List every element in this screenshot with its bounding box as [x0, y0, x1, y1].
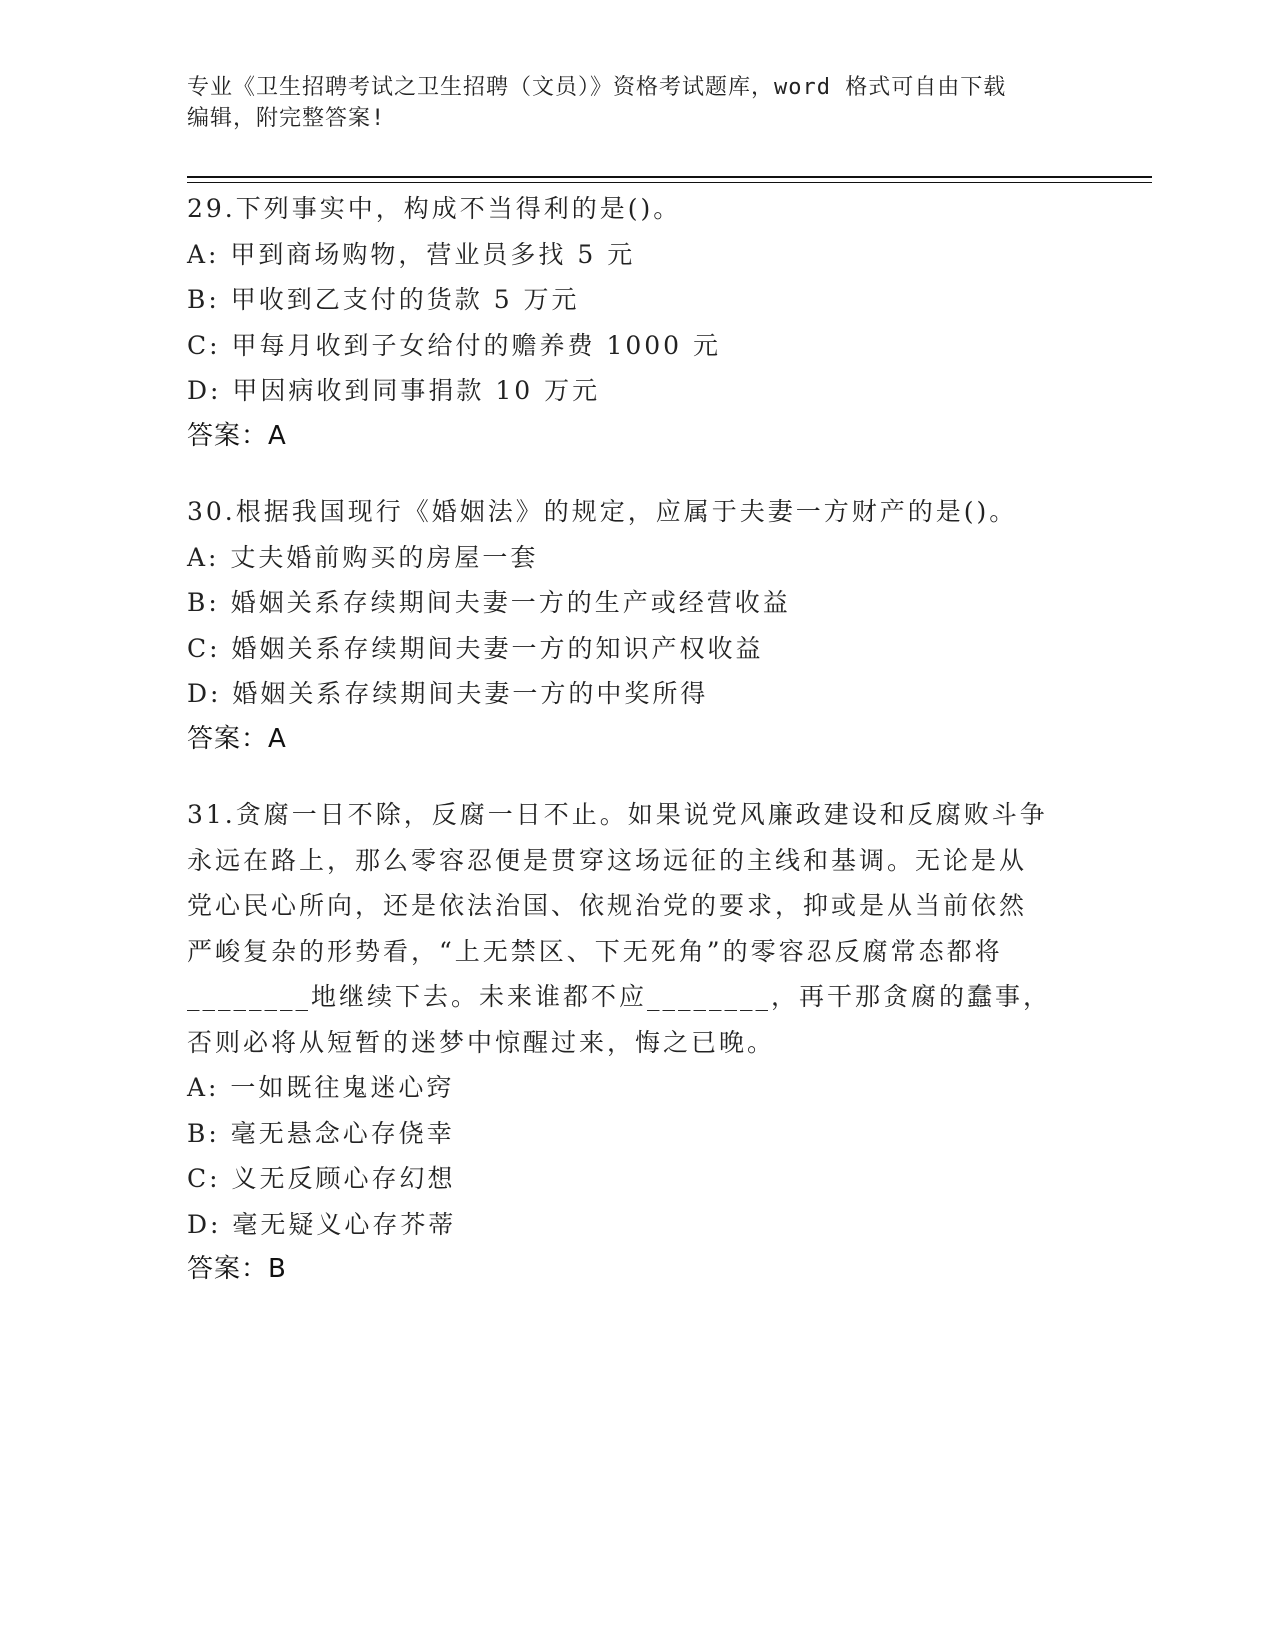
- question-list: [187, 186, 1087, 1323]
- question-stem: [187, 186, 1087, 232]
- header-line: 专业《卫生招聘考试之卫生招聘（文员）》资格考试题库，word 格式可自由下载: [187, 75, 1007, 100]
- question-stem: [187, 489, 1087, 535]
- option-b: B: 婚姻关系存续期间夫妻一方的生产或经营收益: [187, 588, 791, 617]
- option-a: A: 丈夫婚前购买的房屋一套: [187, 542, 539, 572]
- option-b: B: 毫无悬念心存侥幸: [187, 1118, 455, 1148]
- header-divider-thin: [187, 182, 1152, 183]
- header-line: 编辑，附完整答案!: [187, 106, 386, 131]
- question-30: [187, 489, 1087, 762]
- option-c: C: 婚姻关系存续期间夫妻一方的知识产权收益: [187, 633, 764, 663]
- stem-line: 永远在路上，那么零容忍便是贯穿这场远征的主线和基调。无论是从: [187, 845, 1028, 875]
- stem-line: ________地继续下去。未来谁都不应________，再干那贪腐的蠢事，: [187, 982, 1052, 1011]
- option-b: B: 甲收到乙支付的货款 5 万元: [187, 285, 580, 314]
- question-stem: [187, 792, 1087, 1065]
- question-29: [187, 186, 1087, 459]
- option-a: A: 一如既往鬼迷心窍: [187, 1073, 455, 1102]
- header-divider: [187, 176, 1152, 178]
- stem-line: 严峻复杂的形势看，“上无禁区、下无死角”的零容忍反腐常态都将: [187, 936, 1003, 966]
- document-header: [187, 72, 1067, 134]
- question-31: [187, 792, 1087, 1293]
- option-d: D: 婚姻关系存续期间夫妻一方的中奖所得: [187, 679, 709, 708]
- stem-line: 否则必将从短暂的迷梦中惊醒过来，悔之已晚。: [187, 1027, 776, 1057]
- stem-line: 29.下列事实中，构成不当得利的是()。: [187, 194, 682, 223]
- option-d: D: 甲因病收到同事捐款 10 万元: [187, 376, 601, 405]
- answer-label: 答案：A: [187, 723, 287, 754]
- stem-line: 党心民心所向，还是依法治国、依规治党的要求，抑或是从当前依然: [187, 891, 1028, 920]
- answer-label: 答案：B: [187, 1254, 287, 1284]
- option-d: D: 毫无疑义心存芥蒂: [187, 1209, 457, 1239]
- stem-line: 31.贪腐一日不除，反腐一日不止。如果说党风廉政建设和反腐败斗争: [187, 800, 1048, 829]
- answer-label: 答案：A: [187, 420, 287, 451]
- option-c: C: 甲每月收到子女给付的赡养费 1000 元: [187, 330, 722, 360]
- stem-line: 30.根据我国现行《婚姻法》的规定，应属于夫妻一方财产的是()。: [187, 497, 1018, 526]
- option-c: C: 义无反顾心存幻想: [187, 1164, 456, 1193]
- option-a: A: 甲到商场购物，营业员多找 5 元: [187, 239, 636, 269]
